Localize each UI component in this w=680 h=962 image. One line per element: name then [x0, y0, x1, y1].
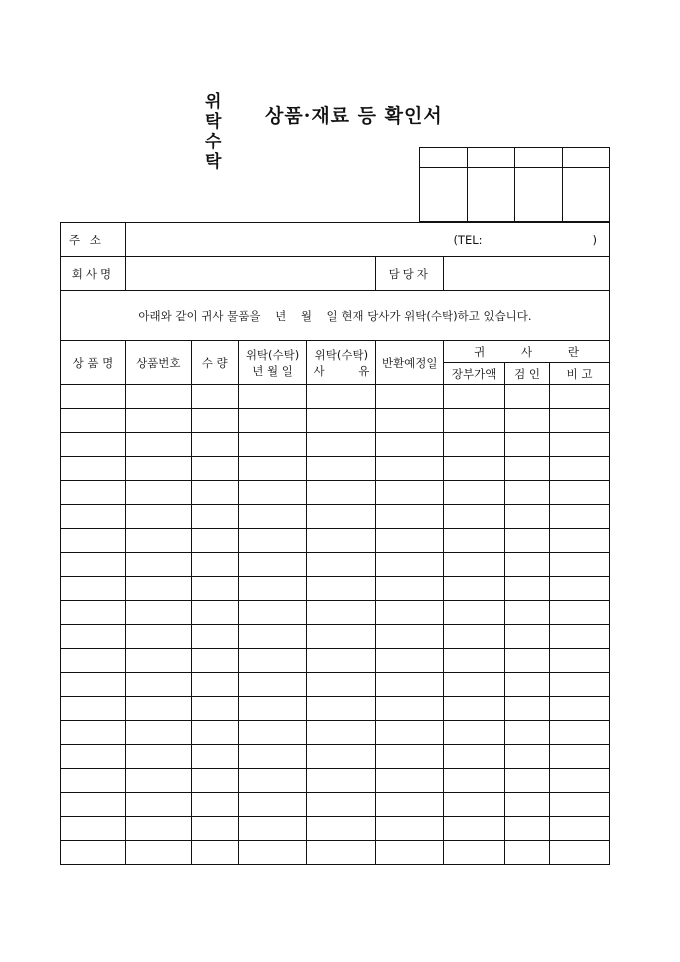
approval-sign-cell[interactable]	[420, 168, 468, 222]
col-your-company-a: 귀	[474, 344, 486, 359]
cell-consign-reason[interactable]	[307, 457, 376, 481]
approval-box	[419, 147, 610, 222]
approval-header-cell	[467, 148, 515, 168]
cell-book-value[interactable]	[444, 505, 505, 529]
cell-inspection[interactable]	[505, 625, 550, 649]
cell-consign-date[interactable]	[238, 433, 307, 457]
cell-book-value[interactable]	[444, 721, 505, 745]
cell-product-name[interactable]	[61, 577, 126, 601]
cell-inspection[interactable]	[505, 433, 550, 457]
confirmation-form-table	[60, 222, 610, 865]
cell-consign-reason[interactable]	[307, 553, 376, 577]
cell-consign-date[interactable]	[238, 745, 307, 769]
table-row	[61, 673, 610, 697]
cell-consign-date[interactable]	[238, 481, 307, 505]
approval-sign-cell[interactable]	[562, 168, 610, 222]
company-label: 회사명	[71, 266, 115, 281]
statement-cell	[61, 291, 610, 341]
cell-remarks[interactable]	[550, 793, 610, 817]
cell-product-no[interactable]	[125, 385, 191, 409]
cell-consign-date[interactable]	[238, 673, 307, 697]
title-prefix-top: 위 탁	[205, 92, 226, 132]
title-main: 상품·재료 등 확인서	[265, 105, 443, 127]
cell-return-date[interactable]	[376, 385, 444, 409]
cell-consign-date[interactable]	[238, 721, 307, 745]
col-consign-reason-line2a: 사	[313, 363, 325, 378]
cell-inspection[interactable]	[505, 649, 550, 673]
cell-consign-reason[interactable]	[307, 433, 376, 457]
cell-product-name[interactable]	[61, 697, 126, 721]
cell-remarks[interactable]	[550, 721, 610, 745]
cell-inspection[interactable]	[505, 577, 550, 601]
tel-close: )	[592, 232, 597, 247]
cell-consign-reason[interactable]	[307, 841, 376, 865]
cell-return-date[interactable]	[376, 433, 444, 457]
entry-rows	[61, 385, 610, 865]
cell-product-no[interactable]	[125, 673, 191, 697]
cell-quantity[interactable]	[191, 721, 238, 745]
cell-book-value[interactable]	[444, 697, 505, 721]
address-label: 주 소	[69, 232, 104, 247]
cell-remarks[interactable]	[550, 529, 610, 553]
cell-consign-date[interactable]	[238, 553, 307, 577]
cell-book-value[interactable]	[444, 793, 505, 817]
cell-inspection[interactable]	[505, 457, 550, 481]
cell-product-name[interactable]	[61, 673, 126, 697]
cell-product-name[interactable]	[61, 721, 126, 745]
cell-quantity[interactable]	[191, 481, 238, 505]
cell-product-name[interactable]	[61, 625, 126, 649]
cell-return-date[interactable]	[376, 409, 444, 433]
cell-inspection[interactable]	[505, 601, 550, 625]
cell-consign-date[interactable]	[238, 385, 307, 409]
table-row	[61, 817, 610, 841]
cell-inspection[interactable]	[505, 697, 550, 721]
cell-product-name[interactable]	[61, 793, 126, 817]
table-row	[61, 385, 610, 409]
cell-consign-reason[interactable]	[307, 625, 376, 649]
col-consign-reason-line2b: 유	[358, 363, 370, 378]
cell-product-no[interactable]	[125, 817, 191, 841]
cell-product-no[interactable]	[125, 793, 191, 817]
cell-remarks[interactable]	[550, 409, 610, 433]
cell-return-date[interactable]	[376, 625, 444, 649]
cell-return-date[interactable]	[376, 745, 444, 769]
address-label-cell	[61, 223, 126, 257]
cell-consign-date[interactable]	[238, 601, 307, 625]
cell-product-no[interactable]	[125, 577, 191, 601]
cell-inspection[interactable]	[505, 745, 550, 769]
cell-remarks[interactable]	[550, 649, 610, 673]
cell-consign-reason[interactable]	[307, 385, 376, 409]
table-row	[61, 457, 610, 481]
cell-product-no[interactable]	[125, 649, 191, 673]
cell-product-no[interactable]	[125, 409, 191, 433]
cell-consign-reason[interactable]	[307, 817, 376, 841]
cell-return-date[interactable]	[376, 481, 444, 505]
cell-book-value[interactable]	[444, 385, 505, 409]
cell-product-no[interactable]	[125, 529, 191, 553]
cell-remarks[interactable]	[550, 745, 610, 769]
cell-consign-reason[interactable]	[307, 409, 376, 433]
cell-product-name[interactable]	[61, 817, 126, 841]
table-row	[61, 601, 610, 625]
cell-product-name[interactable]	[61, 409, 126, 433]
cell-book-value[interactable]	[444, 553, 505, 577]
cell-remarks[interactable]	[550, 385, 610, 409]
cell-product-no[interactable]	[125, 841, 191, 865]
cell-quantity[interactable]	[191, 841, 238, 865]
cell-book-value[interactable]	[444, 577, 505, 601]
table-row	[61, 433, 610, 457]
cell-product-no[interactable]	[125, 457, 191, 481]
cell-book-value[interactable]	[444, 673, 505, 697]
cell-inspection[interactable]	[505, 673, 550, 697]
cell-book-value[interactable]	[444, 409, 505, 433]
cell-inspection[interactable]	[505, 505, 550, 529]
cell-book-value[interactable]	[444, 841, 505, 865]
company-field[interactable]	[125, 257, 375, 291]
cell-book-value[interactable]	[444, 529, 505, 553]
cell-return-date[interactable]	[376, 697, 444, 721]
cell-consign-reason[interactable]	[307, 481, 376, 505]
cell-return-date[interactable]	[376, 457, 444, 481]
table-row	[61, 697, 610, 721]
cell-product-name[interactable]	[61, 649, 126, 673]
cell-return-date[interactable]	[376, 601, 444, 625]
approval-header-cell	[562, 148, 610, 168]
cell-consign-date[interactable]	[238, 649, 307, 673]
cell-product-name[interactable]	[61, 769, 126, 793]
cell-inspection[interactable]	[505, 553, 550, 577]
cell-consign-date[interactable]	[238, 529, 307, 553]
cell-consign-reason[interactable]	[307, 577, 376, 601]
cell-book-value[interactable]	[444, 481, 505, 505]
cell-product-name[interactable]	[61, 601, 126, 625]
cell-return-date[interactable]	[376, 817, 444, 841]
cell-return-date[interactable]	[376, 505, 444, 529]
cell-product-name[interactable]	[61, 553, 126, 577]
manager-label-cell	[376, 257, 444, 291]
cell-return-date[interactable]	[376, 529, 444, 553]
cell-product-name[interactable]	[61, 505, 126, 529]
cell-return-date[interactable]	[376, 673, 444, 697]
cell-remarks[interactable]	[550, 841, 610, 865]
cell-return-date[interactable]	[376, 649, 444, 673]
cell-consign-reason[interactable]	[307, 505, 376, 529]
cell-book-value[interactable]	[444, 625, 505, 649]
cell-product-name[interactable]	[61, 457, 126, 481]
col-inspection: 검 인	[505, 363, 550, 385]
cell-remarks[interactable]	[550, 697, 610, 721]
approval-sign-cell[interactable]	[515, 168, 563, 222]
cell-book-value[interactable]	[444, 649, 505, 673]
col-consign-date-line1: 위탁(수탁)	[245, 347, 300, 362]
title-prefix	[205, 92, 255, 172]
cell-product-no[interactable]	[125, 553, 191, 577]
col-your-company-c: 란	[567, 344, 579, 359]
cell-product-name[interactable]	[61, 481, 126, 505]
cell-product-no[interactable]	[125, 601, 191, 625]
cell-remarks[interactable]	[550, 601, 610, 625]
cell-return-date[interactable]	[376, 577, 444, 601]
cell-consign-date[interactable]	[238, 409, 307, 433]
cell-product-name[interactable]	[61, 841, 126, 865]
cell-product-no[interactable]	[125, 433, 191, 457]
cell-consign-date[interactable]	[238, 769, 307, 793]
cell-consign-date[interactable]	[238, 505, 307, 529]
cell-product-no[interactable]	[125, 697, 191, 721]
cell-inspection[interactable]	[505, 793, 550, 817]
table-row	[61, 625, 610, 649]
col-product-no: 상품번호	[125, 341, 191, 385]
cell-consign-reason[interactable]	[307, 529, 376, 553]
manager-field[interactable]	[444, 257, 610, 291]
cell-return-date[interactable]	[376, 721, 444, 745]
cell-consign-reason[interactable]	[307, 697, 376, 721]
approval-sign-cell[interactable]	[467, 168, 515, 222]
cell-quantity[interactable]	[191, 817, 238, 841]
col-consign-reason-line1: 위탁(수탁)	[314, 347, 369, 362]
cell-quantity[interactable]	[191, 793, 238, 817]
cell-quantity[interactable]	[191, 553, 238, 577]
cell-product-no[interactable]	[125, 505, 191, 529]
cell-consign-date[interactable]	[238, 697, 307, 721]
cell-inspection[interactable]	[505, 841, 550, 865]
cell-remarks[interactable]	[550, 817, 610, 841]
table-row	[61, 745, 610, 769]
cell-book-value[interactable]	[444, 745, 505, 769]
cell-consign-date[interactable]	[238, 817, 307, 841]
col-consign-date-line2: 년 월 일	[252, 363, 293, 378]
table-row	[61, 553, 610, 577]
cell-product-no[interactable]	[125, 481, 191, 505]
col-product-name: 상 품 명	[61, 341, 126, 385]
cell-remarks[interactable]	[550, 505, 610, 529]
cell-quantity[interactable]	[191, 625, 238, 649]
cell-return-date[interactable]	[376, 553, 444, 577]
table-row	[61, 721, 610, 745]
cell-quantity[interactable]	[191, 673, 238, 697]
cell-product-no[interactable]	[125, 769, 191, 793]
cell-return-date[interactable]	[376, 769, 444, 793]
cell-return-date[interactable]	[376, 841, 444, 865]
statement-text: 아래와 같이 귀사 물품을 년 월 일 현재 당사가 위탁(수탁)하고 있습니다.	[138, 308, 532, 323]
cell-book-value[interactable]	[444, 769, 505, 793]
cell-consign-date[interactable]	[238, 577, 307, 601]
cell-quantity[interactable]	[191, 697, 238, 721]
table-row	[61, 409, 610, 433]
cell-consign-reason[interactable]	[307, 673, 376, 697]
cell-quantity[interactable]	[191, 457, 238, 481]
cell-product-name[interactable]	[61, 745, 126, 769]
col-consign-date	[238, 341, 307, 385]
cell-quantity[interactable]	[191, 433, 238, 457]
table-row	[61, 529, 610, 553]
cell-consign-reason[interactable]	[307, 793, 376, 817]
cell-quantity[interactable]	[191, 409, 238, 433]
cell-remarks[interactable]	[550, 577, 610, 601]
table-row	[61, 505, 610, 529]
cell-consign-date[interactable]	[238, 625, 307, 649]
tel-label: (TEL:	[453, 232, 483, 247]
cell-inspection[interactable]	[505, 529, 550, 553]
cell-quantity[interactable]	[191, 649, 238, 673]
table-row	[61, 649, 610, 673]
cell-product-no[interactable]	[125, 625, 191, 649]
cell-remarks[interactable]	[550, 457, 610, 481]
cell-quantity[interactable]	[191, 745, 238, 769]
cell-return-date[interactable]	[376, 793, 444, 817]
cell-quantity[interactable]	[191, 505, 238, 529]
cell-inspection[interactable]	[505, 769, 550, 793]
cell-book-value[interactable]	[444, 457, 505, 481]
cell-product-no[interactable]	[125, 745, 191, 769]
cell-book-value[interactable]	[444, 817, 505, 841]
cell-remarks[interactable]	[550, 673, 610, 697]
manager-label: 담당자	[388, 266, 431, 281]
cell-book-value[interactable]	[444, 601, 505, 625]
cell-book-value[interactable]	[444, 433, 505, 457]
cell-inspection[interactable]	[505, 409, 550, 433]
address-field[interactable]	[125, 223, 609, 257]
cell-consign-reason[interactable]	[307, 649, 376, 673]
cell-remarks[interactable]	[550, 769, 610, 793]
cell-consign-date[interactable]	[238, 841, 307, 865]
col-return-date: 반환예정일	[376, 341, 444, 385]
cell-product-name[interactable]	[61, 529, 126, 553]
table-row	[61, 841, 610, 865]
cell-inspection[interactable]	[505, 817, 550, 841]
cell-consign-reason[interactable]	[307, 769, 376, 793]
cell-remarks[interactable]	[550, 553, 610, 577]
table-row	[61, 769, 610, 793]
title-prefix-bottom: 수 탁	[205, 132, 226, 172]
cell-inspection[interactable]	[505, 721, 550, 745]
cell-product-name[interactable]	[61, 433, 126, 457]
cell-quantity[interactable]	[191, 577, 238, 601]
company-label-cell	[61, 257, 126, 291]
cell-consign-reason[interactable]	[307, 745, 376, 769]
cell-remarks[interactable]	[550, 625, 610, 649]
cell-quantity[interactable]	[191, 769, 238, 793]
cell-quantity[interactable]	[191, 529, 238, 553]
cell-product-name[interactable]	[61, 385, 126, 409]
table-row	[61, 481, 610, 505]
cell-consign-reason[interactable]	[307, 721, 376, 745]
col-quantity: 수 량	[191, 341, 238, 385]
cell-remarks[interactable]	[550, 433, 610, 457]
approval-header-cell	[420, 148, 468, 168]
cell-quantity[interactable]	[191, 601, 238, 625]
approval-header-cell	[515, 148, 563, 168]
cell-product-no[interactable]	[125, 721, 191, 745]
cell-inspection[interactable]	[505, 385, 550, 409]
cell-quantity[interactable]	[191, 385, 238, 409]
col-your-company	[444, 341, 610, 363]
cell-inspection[interactable]	[505, 481, 550, 505]
cell-consign-reason[interactable]	[307, 601, 376, 625]
table-row	[61, 577, 610, 601]
col-remarks: 비 고	[550, 363, 610, 385]
col-consign-reason	[307, 341, 376, 385]
table-row	[61, 793, 610, 817]
cell-consign-date[interactable]	[238, 793, 307, 817]
col-your-company-b: 사	[521, 344, 533, 359]
cell-consign-date[interactable]	[238, 457, 307, 481]
col-book-value: 장부가액	[444, 363, 505, 385]
cell-remarks[interactable]	[550, 481, 610, 505]
